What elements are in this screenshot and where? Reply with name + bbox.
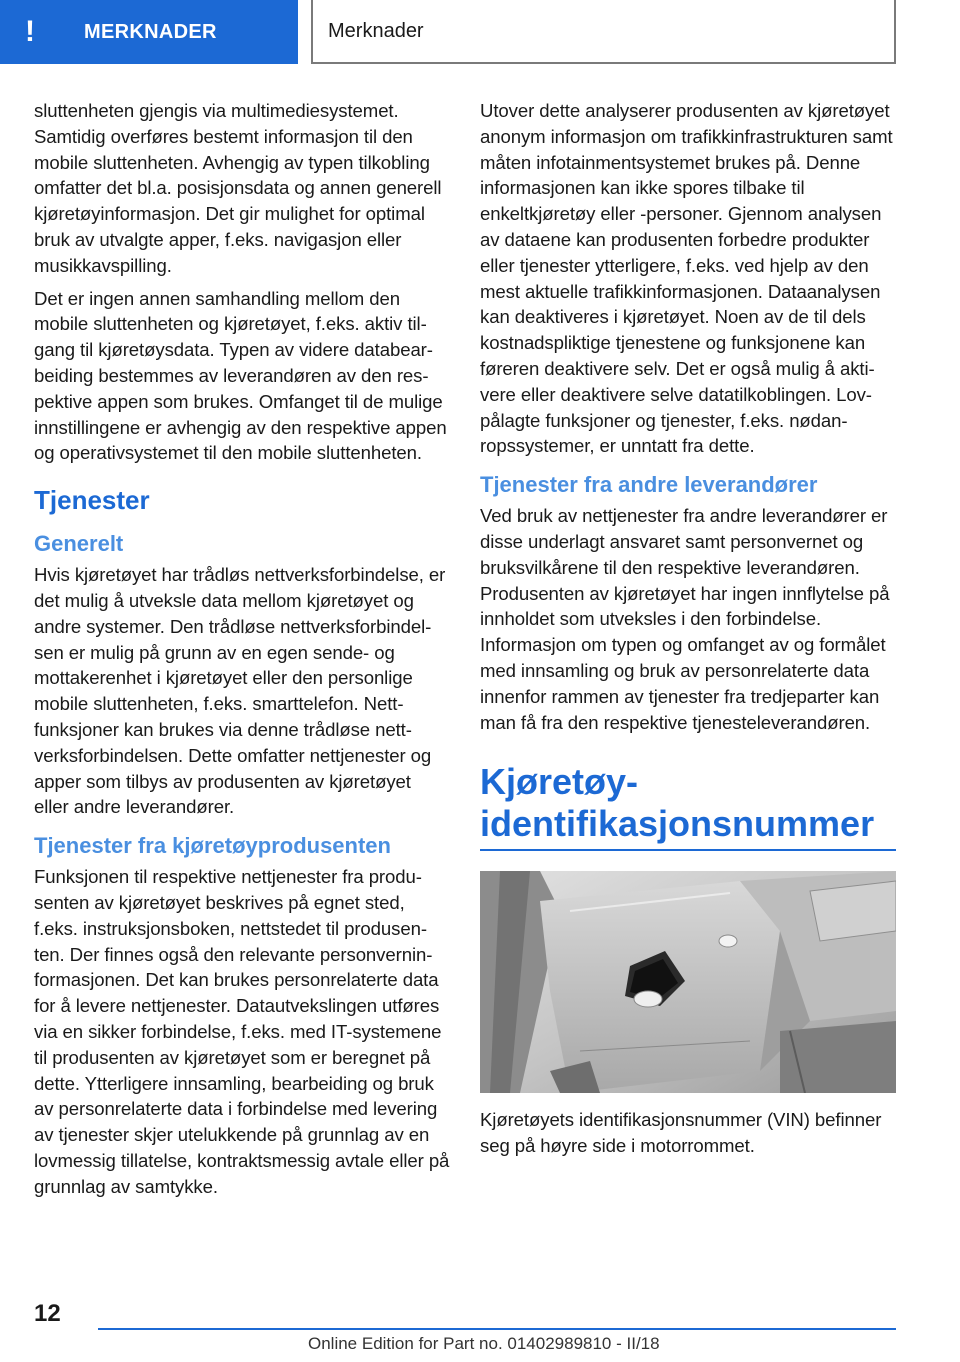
paragraph: Ved bruk av nettjenester fra andre leverandører er disse underlagt ansvaret samt personvernet og bruksvilkårene til den respektive leverandøren. Produsenten av kjøretøyet har ingen innflytelse på innholdet som utveksles i den forbindelse. Informasjon om typen og omfanget av og formålet med innsamling og bruk av personrelaterte data innenfor rammen av tjenester fra tredjeparter kan man få fra den respektive tjenesteleverandøren. [480, 505, 890, 733]
chapter-tab-label: MERKNADER [84, 20, 217, 43]
heading-tjenester-produsent: Tjenester fra kjøretøyprodusenten [34, 833, 391, 859]
paragraph: sluttenheten gjengis via multimediesystemet. Samtidig overføres bestemt informasjon til den mobile sluttenheten. Avhengig av typen tilkobling omfatter det bl.a. posisjonsdata og annen generell kjøretøyinformasjon. Det gir mulighet for optimal bruk av utvalgte apper, f.eks. navigasjon eller musikkavspilling. [34, 100, 442, 276]
paragraph: Funksjonen til respektive nettjenester fra produsenten av kjøretøyet beskrives på egnet sted, f.eks. instruksjonsboken, nettstedet til produsenten. Der finnes også den relevante personverninformasjonen. Det kan brukes personrelaterte data for å levere nettjenester. Datautvekslingen utføres via en sikker forbindelse, f.eks. med IT-systemene til produsenten av kjøretøyet som er beregnet på dette. Ytterligere innsamling, bearbeiding og bruk av personrelaterte data i forbindelse med levering av tjenester skjer utelukkende på grunnlag av en lovmessig tillatelse, kontraktsmessig avtale eller på grunnlag av samtykke. [34, 866, 450, 1197]
page-number: 12 [34, 1300, 61, 1327]
engine-bay-photo [480, 871, 896, 1093]
paragraph: Hvis kjøretøyet har trådløs nettverksforbindelse, er det mulig å utveksle data mellom kjøretøyet og andre systemer. Den trådløse nettverksforbindelsen er mulig på grunn av en egen sende- og mottakerenhet i kjøretøyet eller den personlige mobile sluttenheten, f.eks. smarttelefon. Nettfunksjoner kan brukes via denne trådløse nettverksforbindelsen. Dette omfatter nettjenester og apper som tilbys av produsenten av kjøretøyet eller andre leverandører. [34, 564, 446, 818]
edition-text: Online Edition for Part no. 01402989810 - II/18 [308, 1334, 660, 1353]
left-column [34, 98, 450, 1206]
right-column [480, 98, 896, 1166]
paragraph: Kjøretøyets identifikasjonsnummer (VIN) befinner seg på høyre side i motorrommet. [480, 1109, 882, 1157]
heading-tjenester-andre: Tjenester fra andre leverandører [480, 472, 818, 498]
heading-tjenester: Tjenester [34, 485, 150, 516]
paragraph: Det er ingen annen samhandling mellom den mobile sluttenheten og kjøretøyet, f.eks. aktiv tilgang til kjøretøysdata. Typen av videre databearbeiding bestemmes av leverandøren av den respektive appen som brukes. Omfanget til de mulige innstillingene er avhengig av den respektive appen og operativsystemet til den mobile sluttenheten. [34, 287, 447, 464]
paragraph: Utover dette analyserer produsenten av kjøretøyet anonym informasjon om trafikkinfrastrukturen samt måten infotainmentsystemet brukes på. Denne informasjonen kan ikke spores tilbake til enkeltkjøretøy eller -personer. Gjennom analysen av dataene kan produsenten forbedre produkter eller tjenester ytterligere, f.eks. ved hjelp av den mest aktuelle trafikkinformasjonen. Dataanalysen kan deaktiveres i kjøretøyet. Noen av de til dels kostnadspliktige tjenestene og funksjonene kan føreren deaktivere selv. Det er også mulig å aktivere eller deaktivere selve datatilkoblingen. Lovpålagte funksjoner og tjenester, f.eks. nødanropssystemer, er unntatt fra dette. [480, 100, 893, 457]
footer-divider [98, 1328, 896, 1330]
engine-bay-illustration [480, 871, 896, 1093]
exclamation-icon: ! [25, 15, 35, 48]
section-name: Merknader [328, 19, 424, 42]
heading-generelt: Generelt [34, 531, 124, 557]
heading-vin: Kjøretøy-identifikasjonsnummer [480, 761, 896, 851]
chapter-tab [0, 0, 298, 64]
section-header [311, 0, 896, 64]
